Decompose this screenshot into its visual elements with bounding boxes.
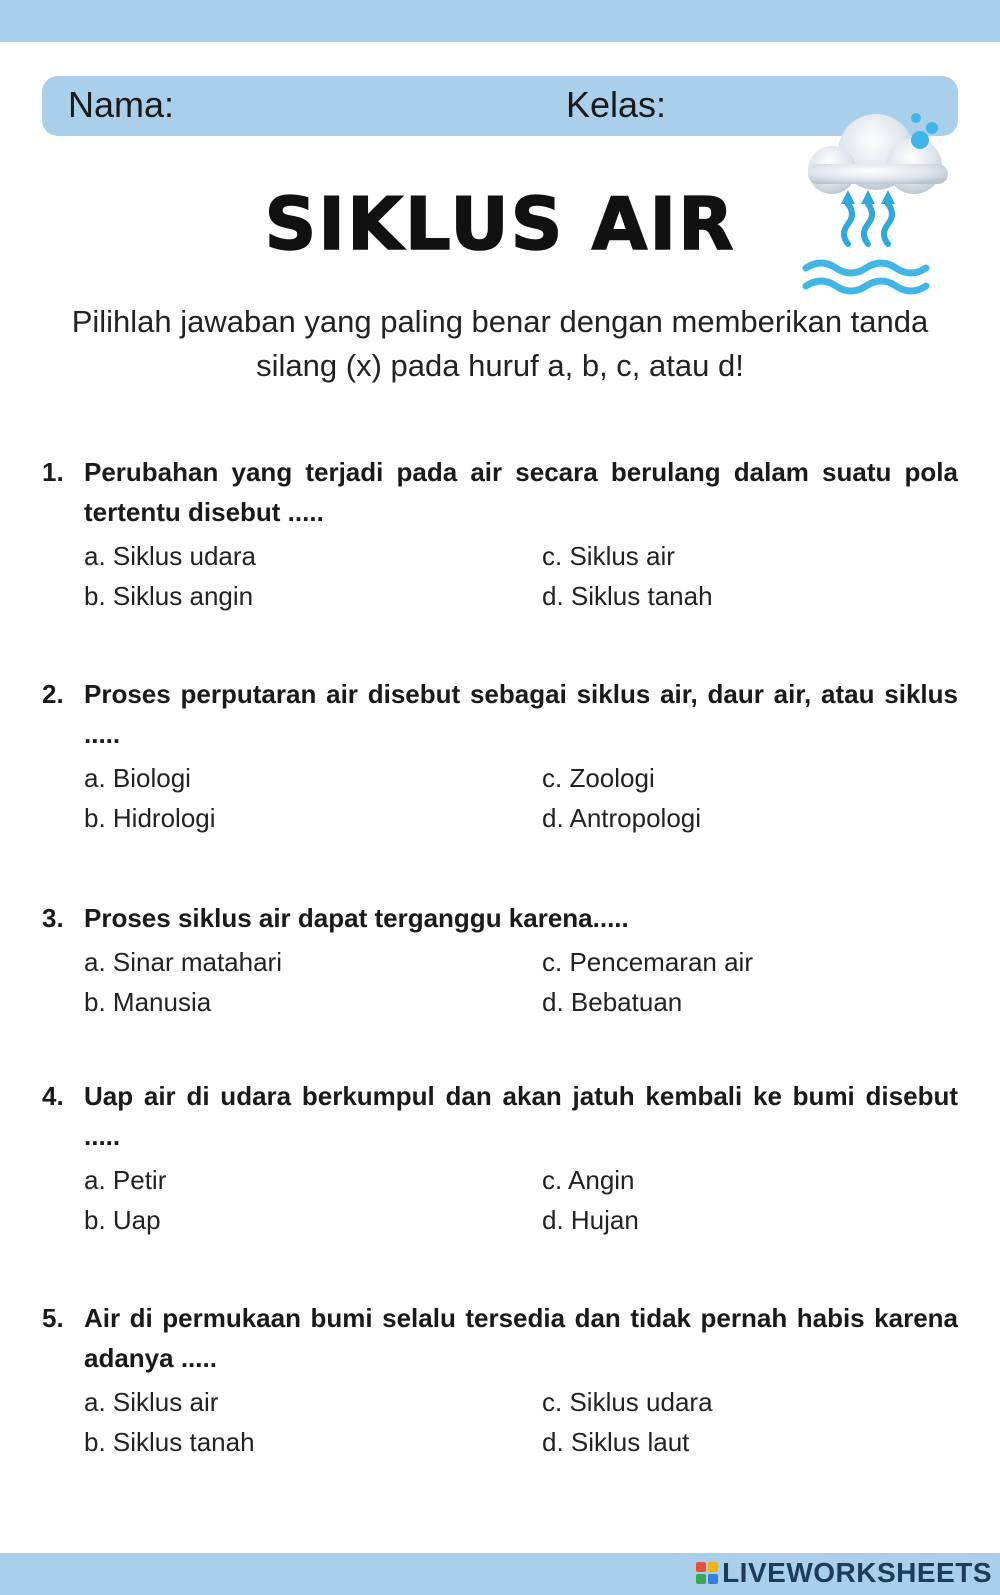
question-number: 3.: [42, 903, 64, 933]
question-number: 2.: [42, 679, 64, 709]
name-label: Nama:: [68, 84, 175, 125]
question-5: [42, 1298, 958, 1462]
option-c[interactable]: c. Zoologi: [542, 763, 655, 793]
question-1: [42, 452, 958, 616]
brand-text: LIVEWORKSHEETS: [722, 1557, 992, 1588]
question-text: Proses perputaran air disebut sebagai siklus air, daur air, atau siklus .....: [84, 679, 958, 749]
water-cycle-icon: [796, 104, 960, 304]
option-a[interactable]: a. Siklus udara: [84, 541, 256, 571]
liveworksheets-logo[interactable]: [696, 1552, 992, 1594]
option-a[interactable]: a. Siklus air: [84, 1387, 219, 1417]
option-b[interactable]: b. Uap: [84, 1205, 161, 1235]
question-text: Uap air di udara berkumpul dan akan jatuh kembali ke bumi disebut .....: [84, 1081, 958, 1151]
option-d[interactable]: d. Antropologi: [542, 803, 702, 833]
question-text: Proses siklus air dapat terganggu karena.....: [84, 903, 629, 933]
question-text: Air di permukaan bumi selalu tersedia dan tidak pernah habis karena adanya .....: [84, 1303, 958, 1373]
option-c[interactable]: c. Siklus air: [542, 541, 675, 571]
question-number: 1.: [42, 457, 64, 487]
top-band: [0, 0, 1000, 42]
option-c[interactable]: c. Siklus udara: [542, 1387, 713, 1417]
question-number: 4.: [42, 1081, 64, 1111]
option-b[interactable]: b. Hidrologi: [84, 803, 216, 833]
liveworksheets-icon: [696, 1562, 718, 1584]
option-b[interactable]: b. Manusia: [84, 987, 212, 1017]
option-d[interactable]: d. Siklus tanah: [542, 581, 713, 611]
question-text: Perubahan yang terjadi pada air secara berulang dalam suatu pola tertentu disebut .....: [84, 457, 958, 527]
question-3: [42, 898, 958, 1022]
option-d[interactable]: d. Bebatuan: [542, 987, 683, 1017]
class-label: Kelas:: [566, 84, 667, 125]
option-a[interactable]: a. Biologi: [84, 763, 191, 793]
option-d[interactable]: d. Hujan: [542, 1205, 639, 1235]
instructions-text: Pilihlah jawaban yang paling benar dengan memberikan tanda silang (x) pada huruf a, b, c, atau d!: [71, 304, 929, 383]
option-c[interactable]: c. Pencemaran air: [542, 947, 753, 977]
question-2: [42, 674, 958, 838]
option-b[interactable]: b. Siklus angin: [84, 581, 254, 611]
page-title: SIKLUS AIR: [264, 182, 736, 266]
option-d[interactable]: d. Siklus laut: [542, 1427, 690, 1457]
question-number: 5.: [42, 1303, 64, 1333]
option-a[interactable]: a. Sinar matahari: [84, 947, 282, 977]
option-c[interactable]: c. Angin: [542, 1165, 635, 1195]
option-b[interactable]: b. Siklus tanah: [84, 1427, 255, 1457]
option-a[interactable]: a. Petir: [84, 1165, 167, 1195]
question-4: [42, 1076, 958, 1240]
